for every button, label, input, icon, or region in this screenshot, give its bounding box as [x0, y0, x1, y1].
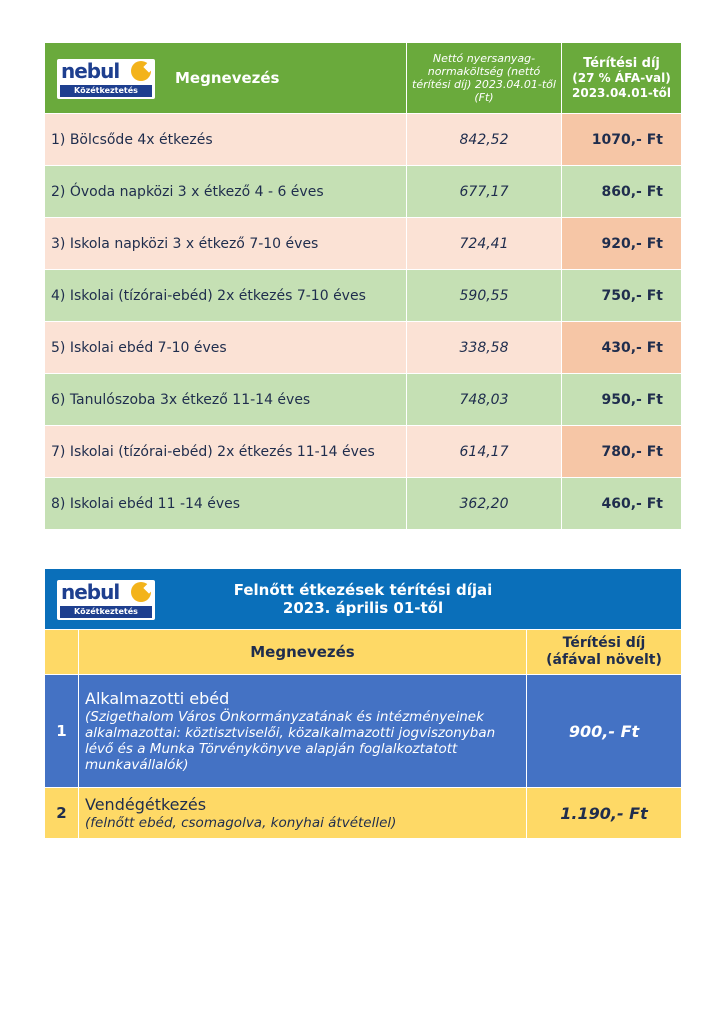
- row-number: 1: [45, 675, 79, 788]
- adult-table-header: [45, 630, 682, 675]
- row-netto: 590,55: [407, 270, 562, 322]
- row-name: 5) Iskolai ebéd 7-10 éves: [45, 322, 407, 374]
- row-price: 1.190,- Ft: [527, 788, 682, 839]
- row-dij: 750,- Ft: [562, 270, 682, 322]
- row-description: [79, 788, 527, 839]
- row-dij: 950,- Ft: [562, 374, 682, 426]
- row-name: 3) Iskola napközi 3 x étkező 7-10 éves: [45, 218, 407, 270]
- table-row: [45, 374, 682, 426]
- row-number: 2: [45, 788, 79, 839]
- nebuló-logo: [57, 580, 155, 620]
- row-description: [79, 675, 527, 788]
- header-name-cell: [45, 43, 407, 114]
- row-name: 4) Iskolai (tízórai-ebéd) 2x étkezés 7-10 éves: [45, 270, 407, 322]
- logo-subtitle: Közétkeztetés: [60, 85, 152, 97]
- row-name: Alkalmazotti ebéd: [85, 689, 230, 708]
- price-table-children: [44, 42, 682, 530]
- table-row: [45, 218, 682, 270]
- table-row: [45, 166, 682, 218]
- logo-mark-icon: [131, 61, 151, 81]
- row-dij: 860,- Ft: [562, 166, 682, 218]
- header-dij: [527, 630, 682, 675]
- row-netto: 362,20: [407, 478, 562, 530]
- row-dij: 780,- Ft: [562, 426, 682, 478]
- row-netto: 724,41: [407, 218, 562, 270]
- header-dij-title: Térítési díj: [562, 635, 646, 651]
- adult-table-title-cell: [45, 569, 682, 630]
- price-table-adults: [44, 568, 682, 839]
- row-netto: 842,52: [407, 114, 562, 166]
- header-dij-title: Térítési díj: [583, 55, 660, 71]
- row-dij: 430,- Ft: [562, 322, 682, 374]
- table-row: [45, 270, 682, 322]
- header-dij-note: (áfával növelt): [546, 652, 662, 668]
- row-name: 6) Tanulószoba 3x étkező 11-14 éves: [45, 374, 407, 426]
- adult-table-title-line2: 2023. április 01-től: [282, 599, 444, 617]
- row-note: (felnőtt ebéd, csomagolva, konyhai átvétellel): [85, 815, 397, 831]
- logo-word: nebul: [61, 59, 120, 83]
- header-name: Megnevezés: [175, 69, 280, 87]
- row-name: 7) Iskolai (tízórai-ebéd) 2x étkezés 11-14 éves: [45, 426, 407, 478]
- table-header: [45, 43, 682, 114]
- logo-word: nebul: [61, 580, 120, 604]
- header-dij-vat: (27 % ÁFA-val): [572, 70, 671, 85]
- row-name: 2) Óvoda napközi 3 x étkező 4 - 6 éves: [45, 166, 407, 218]
- row-name: 1) Bölcsőde 4x étkezés: [45, 114, 407, 166]
- table-row: [45, 788, 682, 839]
- row-name: Vendégétkezés: [85, 795, 207, 814]
- row-name: 8) Iskolai ebéd 11 -14 éves: [45, 478, 407, 530]
- header-dij: [562, 43, 682, 114]
- logo-subtitle: Közétkeztetés: [60, 606, 152, 618]
- row-note: (Szigethalom Város Önkormányzatának és intézményeinek alkalmazottai: köztisztviselői, közalkalmazotti jogviszonyban lévő és a Munka Törvénykönyve alapján foglalkoztatott munkavállalók): [85, 709, 496, 773]
- row-netto: 338,58: [407, 322, 562, 374]
- adult-table-title-row: [45, 569, 682, 630]
- table-row: [45, 114, 682, 166]
- table-row: [45, 478, 682, 530]
- row-netto: 677,17: [407, 166, 562, 218]
- table-row: [45, 675, 682, 788]
- table-row: [45, 322, 682, 374]
- header-num: [45, 630, 79, 675]
- table-row: [45, 426, 682, 478]
- header-name: Megnevezés: [79, 630, 527, 675]
- row-dij: 920,- Ft: [562, 218, 682, 270]
- row-price: 900,- Ft: [527, 675, 682, 788]
- adult-table-title-line1: Felnőtt étkezések térítési díjai: [233, 581, 493, 599]
- header-netto: Nettó nyersanyag-normaköltség (nettó térítési díj) 2023.04.01-től (Ft): [407, 43, 562, 114]
- nebuló-logo: [57, 59, 155, 99]
- row-netto: 748,03: [407, 374, 562, 426]
- header-dij-date: 2023.04.01-től: [572, 85, 671, 100]
- row-netto: 614,17: [407, 426, 562, 478]
- logo-mark-icon: [131, 582, 151, 602]
- row-dij: 460,- Ft: [562, 478, 682, 530]
- row-dij: 1070,- Ft: [562, 114, 682, 166]
